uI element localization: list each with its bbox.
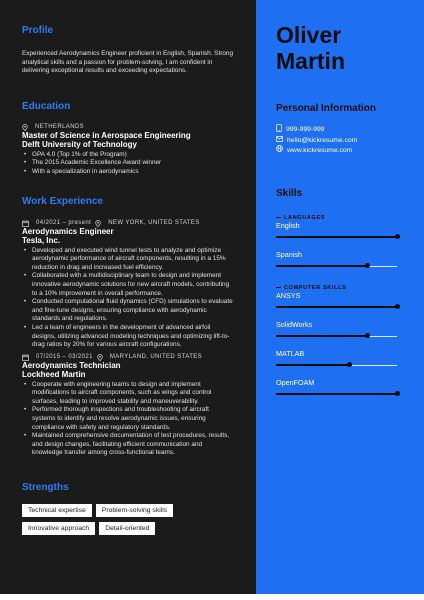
location-icon xyxy=(22,124,31,131)
job-dates: 07/2015 – 03/2021 xyxy=(36,354,93,361)
job-location: NEW YORK, UNITED STATES xyxy=(108,220,200,227)
calendar-icon xyxy=(22,220,32,227)
computer-skills xyxy=(276,291,404,407)
list-item: • Led a team of engineers in the development of advanced airfoil designs, utilizing advanced modeling techniques and optimizing lift-to-drag ratios by 20% for various aircraft configurations. xyxy=(22,324,234,350)
skill-fill xyxy=(276,364,349,366)
skill-matlab xyxy=(276,349,404,378)
job-location: MARYLAND, UNITED STATES xyxy=(109,354,203,361)
education-school: Delft University of Technology xyxy=(22,139,137,149)
skill-solidworks xyxy=(276,320,404,349)
skill-label: MATLAB xyxy=(276,348,305,358)
right-column xyxy=(256,0,424,594)
list-item: • Collaborated with a multidisciplinary team to design and implement innovative aerodynamic solutions for new aircraft models, contributing to a 10% improvement in overall performance. xyxy=(22,272,234,298)
skill-fill xyxy=(276,306,397,308)
strength-tag: Innovative approach xyxy=(22,522,95,535)
phone-number: 999-999-999 xyxy=(286,126,325,133)
globe-icon xyxy=(276,145,287,156)
language-skills xyxy=(276,221,404,279)
skill-ansys xyxy=(276,291,404,320)
job-dates: 04/2021 – present xyxy=(36,220,92,227)
skill-label: Spanish xyxy=(276,249,302,259)
skill-label: ANSYS xyxy=(276,290,301,300)
education-bullets xyxy=(22,151,234,177)
education-meta xyxy=(22,124,234,131)
job-meta xyxy=(22,220,234,227)
list-item: • Conducted computational fluid dynamics (CFD) simulations to evaluate and fine-tune designs, ensuring compliance with aerodynamic standards and regulations. xyxy=(22,298,234,324)
skill-level-dot xyxy=(395,304,400,309)
strength-tag: Problem-solving skills xyxy=(96,504,173,517)
skill-openfoam xyxy=(276,378,404,407)
job-company: Lockheed Martin xyxy=(22,369,86,379)
skill-fill xyxy=(276,393,397,395)
location-icon xyxy=(97,354,106,361)
skill-level-dot xyxy=(365,263,370,268)
skill-spanish xyxy=(276,250,404,279)
email-address[interactable]: hello@kickresume.com xyxy=(287,136,358,144)
job-company: Tesla, Inc. xyxy=(22,235,61,245)
list-item: • With a specialization in aerodynamics xyxy=(22,168,234,177)
name-last: Martin xyxy=(276,48,345,74)
skills-heading: Skills xyxy=(276,187,303,199)
skill-level-dot xyxy=(395,391,400,396)
work-heading: Work Experience xyxy=(22,195,103,207)
job-meta xyxy=(22,354,234,361)
contact-phone xyxy=(276,124,404,136)
contact-website[interactable] xyxy=(276,145,404,156)
job-title: Aerodynamics Technician xyxy=(22,360,121,370)
name-first: Oliver xyxy=(276,22,342,48)
education-degree: Master of Science in Aerospace Engineering xyxy=(22,130,191,140)
skill-level-dot xyxy=(395,234,400,239)
list-item: • Performed thorough inspections and troubleshooting of aircraft systems to identify and resolve aerodynamic issues, ensuring compliance with safety and regulatory standards. xyxy=(22,406,234,432)
phone-icon xyxy=(276,124,286,136)
skill-label: OpenFOAM xyxy=(276,377,315,387)
job-bullets xyxy=(22,247,234,350)
skill-fill xyxy=(276,236,397,238)
location-icon xyxy=(95,220,104,227)
calendar-icon xyxy=(22,354,32,361)
education-location: NETHERLANDS xyxy=(35,124,85,131)
list-item: • Developed and executed wind tunnel tests to analyze and optimize aerodynamic performance of aircraft components, resulting in a 15% reduction in drag and increased fuel efficiency. xyxy=(22,247,234,273)
profile-heading: Profile xyxy=(22,25,54,36)
strengths-tags xyxy=(22,504,222,540)
mail-icon xyxy=(276,136,287,146)
skill-fill xyxy=(276,335,367,337)
website-url[interactable]: www.kickresume.com xyxy=(287,146,353,154)
list-item: • The 2015 Academic Excellence Award winner xyxy=(22,159,234,168)
languages-label: LANGUAGES xyxy=(276,215,404,221)
strength-tag: Detail-oriented xyxy=(99,522,155,535)
list-item: • Cooperate with engineering teams to design and implement modifications to aircraft components, such as wings and control surfaces, leading to improved stability and maneuverability. xyxy=(22,381,234,407)
job-title: Aerodynamics Engineer xyxy=(22,226,114,236)
profile-summary: Experienced Aerodynamics Engineer proficient in English, Spanish. Strong analytical skills and a passion for problem-solving, I am confident in delivering exceptional results and exceeding expectations. xyxy=(22,50,234,75)
skill-level-dot xyxy=(347,362,352,367)
skill-label: English xyxy=(276,220,300,230)
computer-skills-label: COMPUTER SKILLS xyxy=(276,285,404,291)
contact-email[interactable] xyxy=(276,136,404,146)
education-heading: Education xyxy=(22,100,71,112)
strength-tag: Technical expertise xyxy=(22,504,92,517)
personal-info-heading: Personal Information xyxy=(276,103,377,114)
skill-level-dot xyxy=(365,333,370,338)
list-item: • GPA 4.0 (Top 1% of the Program) xyxy=(22,151,234,160)
job-bullets xyxy=(22,381,234,458)
skill-label: SolidWorks xyxy=(276,319,313,329)
skill-fill xyxy=(276,265,367,267)
contact-list xyxy=(276,124,404,156)
list-item: • Maintained comprehensive documentation of test procedures, results, and design changes, facilitating efficient communication and knowledge transfer among cross-functional teams. xyxy=(22,432,234,458)
strengths-heading: Strengths xyxy=(22,482,69,494)
skill-english xyxy=(276,221,404,250)
